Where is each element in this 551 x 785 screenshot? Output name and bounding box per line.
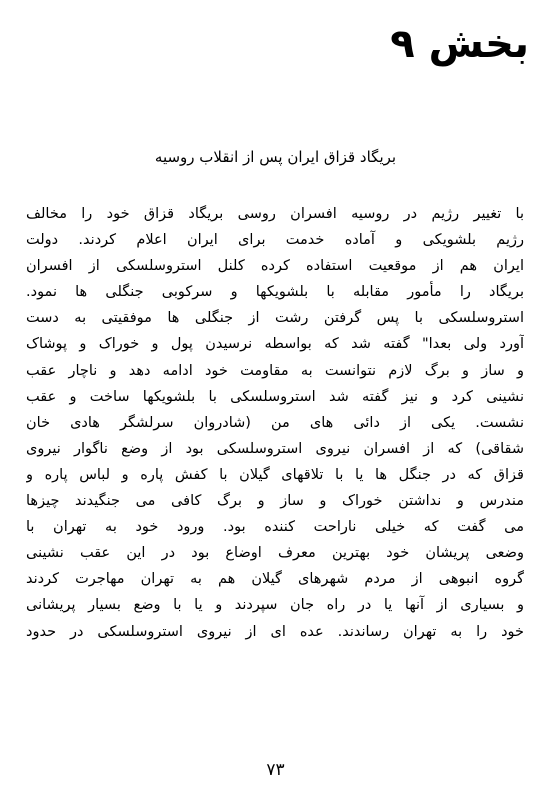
text-line: ایران هم از موقعیت استفاده کرده کلنل استروسلسکی از افسران [26,258,524,275]
text-line: وضعی پریشان خود بهترین معرف اوضاع بود در این عقب نشینی [26,545,524,562]
text-line: نشینی کرد و نیز گفته شد استروسلسکی با بلشویکها ساخت و عقب [26,388,524,405]
text-line: مندرس و نداشتن خوراک و ساز و برگ کافی می جنگیدند چیزها [26,493,524,510]
text-line: و ساز و برگ لازم نتوانست به مقاومت خود ادامه دهد و ناچار عقب [26,362,524,379]
page-number: ۷۳ [266,760,285,780]
body-paragraph [26,201,524,645]
text-line: رژیم بلشویکی و آماده خدمت برای ایران اعلام کردند. دولت [26,232,524,249]
text-line: قزاق که در جنگل ها یا با تلاقهای گیلان با کفش پاره و لباس پاره و [26,466,524,483]
text-line: آورد ولی بعدا" گفته شد که بواسطه نرسیدن پول و خوراک و پوشاک [26,336,524,353]
section-heading: بریگاد قزاق ایران پس از انقلاب روسیه [154,148,397,166]
text-line: نشست. یکی از دائی های من (شادروان سرلشگر هادی خان [26,414,524,431]
text-line: استروسلسکی با پس گرفتن رشت از جنگلی ها موفقیتی به دست [26,310,524,327]
text-line: با تغییر رژیم در روسیه افسران روسی بریگاد قزاق خود را مخالف [26,206,524,222]
text-line: خود را به تهران رساندند. عده ای از نیروی استروسلسکی در حدود [26,623,524,640]
text-line: شقاقی) که از افسران نیروی استروسلسکی بود از وضع ناگوار نیروی [26,440,524,457]
text-line: بریگاد را مأمور مقابله با بلشویکها و سرکوبی جنگلی ها نمود. [26,284,524,301]
text-line: و بسیاری از آنها یا در راه جان سپردند و یا با وضع بسیار پریشانی [26,597,524,614]
text-line: می گفت که خیلی ناراحت کننده بود. ورود خود به تهران با [26,519,524,536]
chapter-title: بخش ۹ [390,21,529,67]
text-line: گروه انبوهی از مردم شهرهای گیلان هم به تهران مهاجرت کردند [26,571,524,588]
